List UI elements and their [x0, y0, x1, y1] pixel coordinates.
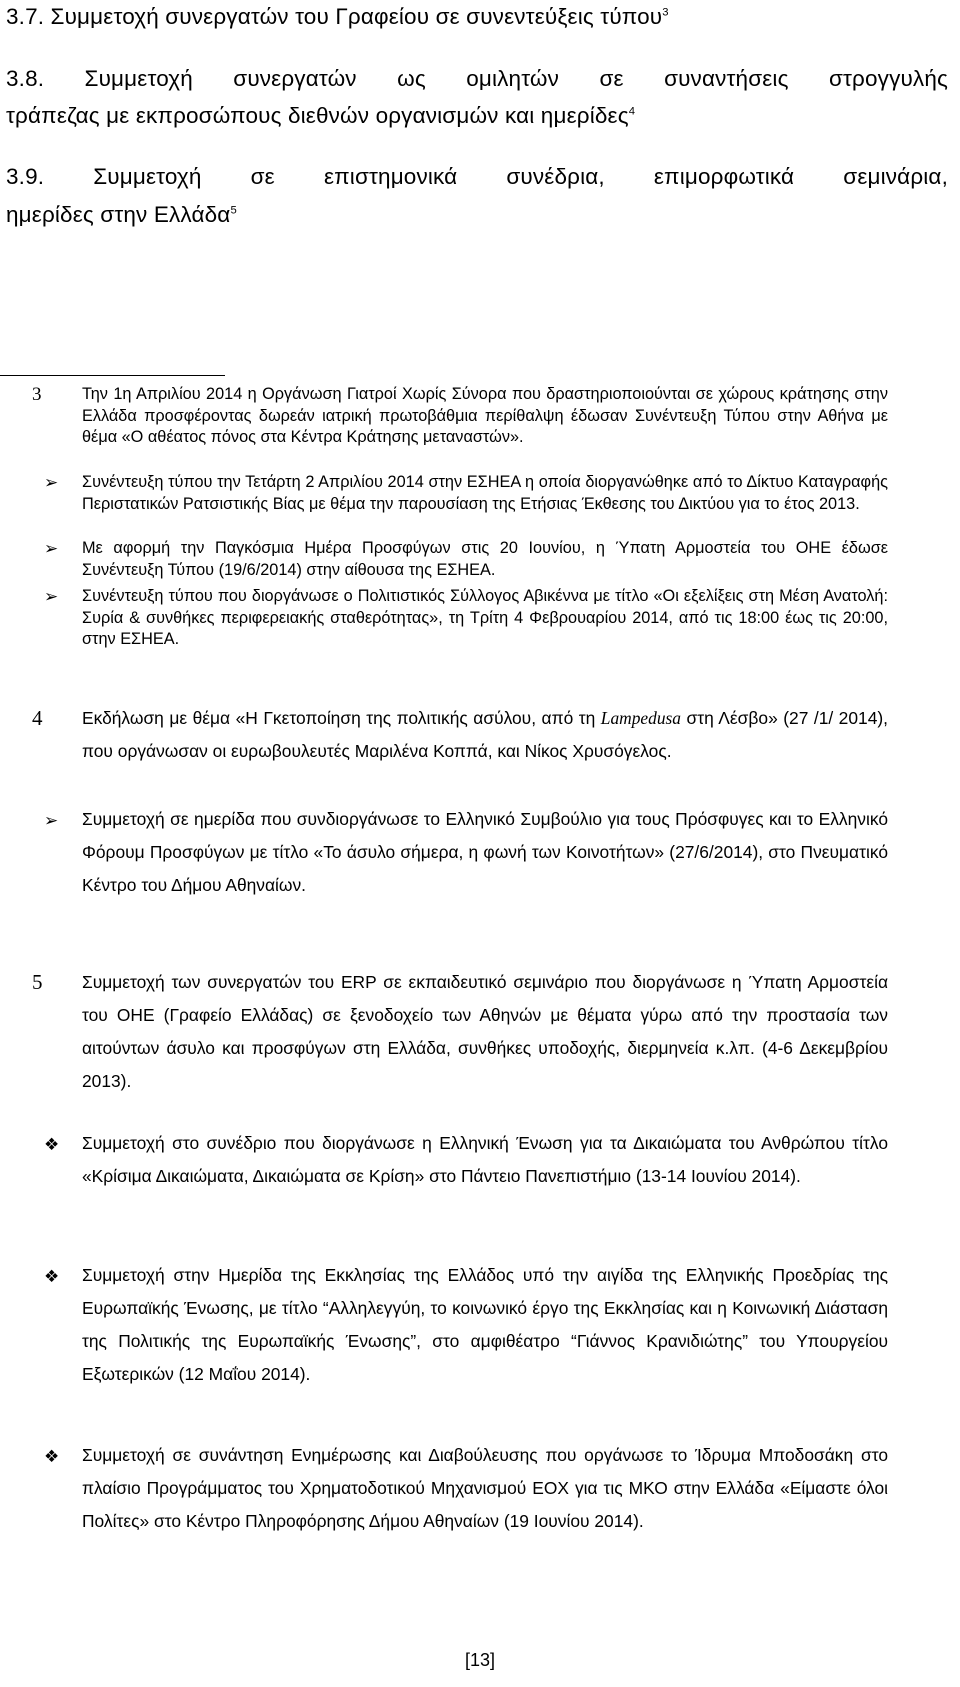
bullet-text: Συνέντευξη τύπου που διοργάνωσε ο Πολιτιστικός Σύλλογος Αβικέννα με τίτλο «Οι εξελίξεις στη Μέση Ανατολή: Συρία & συνθήκες περιφερειακής σταθερότητας», τη Τρίτη 4 Φεβρουαρίου 2014, από τις 18:00 έως τις 20:00, στην ΕΣΗΕΑ.	[82, 587, 888, 648]
footnote-text-cont: στη Λέσβο» (27 /1/ 2014), που οργάνωσαν οι ευρωβουλευτές Μαριλένα Κοππά, και Νίκος Χρυσόγελος.	[82, 708, 888, 761]
footnote-ref[interactable]: 4	[628, 105, 636, 118]
footnote-text: Την 1η Απριλίου 2014 η Οργάνωση Γιατροί Χωρίς Σύνορα που δραστηριοποιούνται σε χώρους κράτησης στην Ελλάδα προσφέροντας δωρεάν ιατρική πρωτοβάθμια περίθαλψη έδωσαν Συνέντευξη Τύπου στην Αθήνα με θέμα «Ο αθέατος πόνος στα Κέντρα Κράτησης μεταναστών».	[82, 385, 888, 446]
bullet-item	[44, 472, 888, 515]
bullet-text: Με αφορμή την Παγκόσμια Ημέρα Προσφύγων στις 20 Ιουνίου, η Ύπατη Αρμοστεία του ΟΗΕ έδωσε Συνέντευξη Τύπου (19/6/2014) στην αίθουσα της ΕΣΗΕΑ.	[82, 539, 888, 579]
diamond-bullet-icon: ❖	[44, 1447, 60, 1466]
page-number: [13]	[464, 1650, 496, 1670]
footnote-number: 3	[32, 384, 42, 405]
bullet-text: Συμμετοχή σε συνάντηση Ενημέρωσης και Διαβούλευσης που οργάνωσε το Ίδρυμα Μποδοσάκη στο πλαίσιο Προγράμματος του Χρηματοδοτικού Μηχανισμού ΕΟΧ για τις ΜΚΟ στην Ελλάδα «Είμαστε όλοι Πολίτες» στο Κέντρο Πληροφόρησης Δήμου Αθηναίων (19 Ιουνίου 2014).	[82, 1445, 888, 1531]
bullet-item	[44, 1439, 888, 1538]
footnote-4	[32, 702, 888, 768]
heading-text: Συμμετοχή συνεργατών ως ομιλητών σε συναντήσεις στρογγυλής	[84, 66, 948, 91]
bullet-text: Συνέντευξη τύπου την Τετάρτη 2 Απριλίου 2014 στην ΕΣΗΕΑ η οποία διοργανώθηκε από το Δίκτυο Καταγραφής Περιστατικών Ρατσιστικής Βίας με θέμα την παρουσίαση της Ετήσιας Έκθεσης του Δικτύου για το έτος 2013.	[82, 473, 888, 513]
heading-number: 3.7.	[6, 4, 45, 29]
bullet-item	[44, 586, 888, 651]
heading-3-9-cont	[6, 198, 237, 231]
footnote-3	[32, 384, 888, 449]
footnote-ref[interactable]: 5	[230, 204, 237, 217]
bullet-text: Συμμετοχή στο συνέδριο που διοργάνωσε η Ελληνική Ένωση για τα Δικαιώματα του Ανθρώπου τίτλο «Κρίσιμα Δικαιώματα, Δικαιώματα σε Κρίση» στο Πάντειο Πανεπιστήμιο (13-14 Ιουνίου 2014).	[82, 1133, 888, 1186]
bullet-item	[44, 538, 888, 581]
footnote-5	[32, 966, 888, 1098]
bullet-item	[44, 1259, 888, 1391]
heading-3-9	[6, 160, 948, 193]
heading-text-cont: ημερίδες στην Ελλάδα	[6, 202, 231, 227]
arrow-bullet-icon: ➢	[44, 473, 59, 492]
heading-3-8	[6, 62, 948, 95]
footnote-ref[interactable]: 3	[662, 6, 669, 19]
heading-3-7	[6, 0, 669, 33]
heading-text-cont: τράπεζας με εκπροσώπους διεθνών οργανισμών και ημερίδες	[6, 103, 629, 128]
heading-text: Συμμετοχή συνεργατών του Γραφείου σε συνεντεύξεις τύπου	[50, 4, 663, 29]
footnote-separator	[0, 375, 225, 376]
footnote-text: Συμμετοχή των συνεργατών του ERP σε εκπαιδευτικό σεμινάριο που διοργάνωσε η Ύπατη Αρμοστεία του ΟΗΕ (Γραφείο Ελλάδας) σε ξενοδοχείο των Αθηνών με θέματα γύρω από την προστασία των αιτούντων άσυλο και προσφύγων στη Ελλάδα, συνθήκες υποδοχής, διερμηνεία κ.λπ. (4-6 Δεκεμβρίου 2013).	[82, 972, 888, 1091]
heading-text: Συμμετοχή σε επιστημονικά συνέδρια, επιμορφωτικά σεμινάρια,	[93, 164, 948, 189]
footnote-number: 5	[32, 970, 43, 994]
diamond-bullet-icon: ❖	[44, 1267, 60, 1286]
bullet-item	[44, 803, 888, 902]
arrow-bullet-icon: ➢	[44, 539, 59, 558]
diamond-bullet-icon: ❖	[44, 1135, 60, 1154]
bullet-text: Συμμετοχή στην Ημερίδα της Εκκλησίας της Ελλάδος υπό την αιγίδα της Ελληνικής Προεδρίας της Ευρωπαϊκής Ένωσης, με τίτλο “Αλληλεγγύη, το κοινωνικό έργο της Εκκλησίας και η Κοινωνική Διάσταση της Πολιτικής της Ευρωπαϊκής Ένωσης”, στο αμφιθέατρο “Γιάννος Κρανιδιώτης” του Υπουργείου Εξωτερικών (12 Μαΐου 2014).	[82, 1265, 888, 1384]
footnote-text: Εκδήλωση με θέμα «Η Γκετοποίηση της πολιτικής ασύλου, από τη	[82, 708, 596, 728]
heading-number: 3.8.	[6, 66, 45, 91]
heading-number: 3.9.	[6, 164, 45, 189]
footnote-number: 4	[32, 706, 43, 730]
bullet-text: Συμμετοχή σε ημερίδα που συνδιοργάνωσε το Ελληνικό Συμβούλιο για τους Πρόσφυγες και το Ελληνικό Φόρουμ Προσφύγων με τίτλο «Το άσυλο σήμερα, η φωνή των Κοινοτήτων» (27/6/2014), στο Πνευματικό Κέντρο του Δήμου Αθηναίων.	[82, 809, 888, 895]
heading-3-8-cont	[6, 99, 635, 132]
arrow-bullet-icon: ➢	[44, 811, 59, 830]
arrow-bullet-icon: ➢	[44, 587, 59, 606]
bullet-item	[44, 1127, 888, 1193]
footnote-italic: Lampedusa	[600, 708, 681, 728]
